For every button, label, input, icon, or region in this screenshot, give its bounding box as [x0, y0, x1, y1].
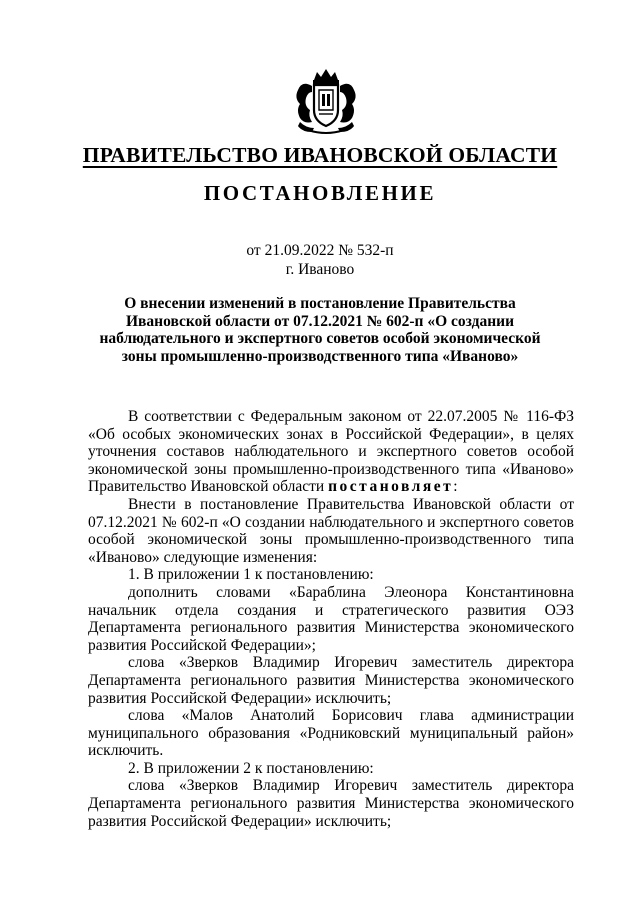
preamble-end: : [453, 478, 458, 496]
paragraph: Внести в постановление Правительства Ивановской области от 07.12.2021 № 602-п «О создании наблюдательного и экспертного советов особой экономической зоны промышленно-производственного типа «Иваново» следующие изменения: [88, 495, 574, 566]
paragraph: слова «Зверков Владимир Игоревич заместитель директора Департамента регионального развития Министерства экономического развития Российской Федерации» исключить; [88, 654, 574, 707]
subject-line: зоны промышленно-производственного типа «Иваново» [121, 347, 519, 365]
paragraph: слова «Зверков Владимир Игоревич заместитель директора Департамента регионального развития Министерства экономического развития Российской Федерации» исключить; [88, 777, 574, 830]
paragraph: слова «Малов Анатолий Борисович глава администрации муниципального образования «Родниковский муниципальный район» исключить. [88, 707, 574, 760]
resolves-word: постановляет [328, 478, 454, 496]
paragraph: 2. В приложении 2 к постановлению: [128, 759, 374, 777]
document-subject [95, 295, 545, 365]
preamble-text: В соответствии с Федеральным законом от 22.07.2005 № 116-ФЗ «Об особых экономических зонах в Российской Федерации», в целях уточнения составов наблюдательного и экспертного советов особой экономической зоны промышленно-производственного типа «Иваново» Правительство Ивановской области [88, 408, 574, 496]
document-meta [0, 241, 640, 279]
document-type: ПОСТАНОВЛЕНИЕ [203, 181, 437, 205]
subject-line: О внесении изменений в постановление Правительства [124, 295, 516, 312]
date-number: от 21.09.2022 № 532-п [246, 242, 394, 259]
paragraph-preamble [88, 408, 574, 496]
ivanovo-coat-of-arms-icon [286, 66, 366, 136]
subject-line: Ивановской области от 07.12.2021 № 602-п «О создании [125, 312, 515, 330]
city: г. Иваново [285, 261, 355, 278]
paragraph: 1. В приложении 1 к постановлению: [128, 566, 374, 584]
document-body [88, 408, 574, 830]
paragraph: дополнить словами «Бараблина Элеонора Константиновна начальник отдела создания и стратегического развития ОЭЗ Департамента регионального развития Министерства экономического развития Российской Федерации»; [88, 583, 574, 654]
organization-title: ПРАВИТЕЛЬСТВО ИВАНОВСКОЙ ОБЛАСТИ [82, 143, 558, 167]
subject-line: наблюдательного и экспертного советов особой экономической [99, 330, 541, 347]
